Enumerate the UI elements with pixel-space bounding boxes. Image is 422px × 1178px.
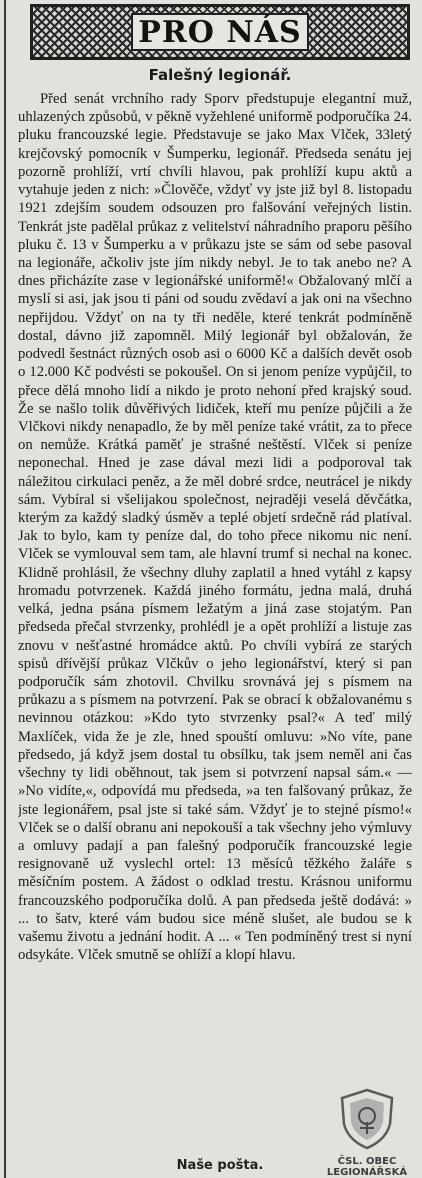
column-header-plate	[131, 13, 309, 51]
stamp-line-2: LEGIONÁŘSKÁ	[326, 1167, 408, 1178]
next-article-title: Naše pošta.	[176, 1158, 264, 1173]
column-header-title: PRO NÁS	[138, 14, 302, 50]
article-body	[18, 90, 412, 1152]
article-paragraph: Před senát vrchního rady Sporv předstupuje elegantní muž, uhlazených způsobů, v pěkně vyžehlené uniformě podporučíka 24. pluku francouzské legie. Představuje se jako Max Vlček, 33letý krejčovský pomocník v Šumperku, legionář. Předseda senátu jej pozorně prohlíží, vrtí chvíli hlavou, pak prohlíží kupu aktů a vytahuje jeden z nich: »Člověče, vždyť vy jste již byl 8. listopadu 1921 zdejším soudem odsouzen pro falšování veřejných listin. Tenkrát jste padělal průkaz z velitelství náhradního praporu pěšího pluku č. 13 v Šumperku a v průkazu jste se sám od sebe pasoval na legionáře, ačkoliv jste jím nikdy nebyl. Je to tak anebo ne? A dnes přicházíte zase v legionářské uniformě!« Obžalovaný mlčí a myslí si asi, jak jsou ti páni od soudu zvědaví a jak oni na všechno nepřijdou. Vždyť on na ty tři neděle, které tenkrát podmíněně dostal, dávno již zapomněl. Milý legionář byl obžalován, že podvedl šestnáct různých osob asi o 6000 Kč a dalších devět osob o 12.000 Kč podvésti se pokoušel. On si jenom peníze vypůjčil, to přece dělá mnoho lidí a nikdo je proto nehoní před krajský soud. Že se našlo tolik důvěřivých lidiček, kteří mu peníze půjčili a že Vlčkovi nikdy nenapadlo, že by měl peníze také vrátit, za to přece on nemůže. Krátká paměť je strašné neštěstí. Vlček si peníze neponechal. Hned je zase dával mezi lidi a podporoval tak náležitou cirkulaci peněz, a že měl dobré srdce, neutrácel je nikdy sám. Vybíral si všelijakou společnost, nejraději veselá děvčátka, kterým za každý sladký úsměv a teplé objetí srdečně rád platíval. Jak to bylo, kam ty peníze dal, do toho přece nikomu nic není. Vlček se vymlouval sem tam, ale hlavní trumf si nechal na konec. Klidně prohlásil, že všechny dluhy zaplatil a hned vytáhl z kapsy hromadu potvrzenek. Každá jiného formátu, jedna malá, druhá velká, jedna psána písmem ležatým a jiná zase stojatým. Pan předseda přečal stvrzenky, prohlédl je a opět prohlíží a listuje zas znovu v nešťastné hromádce aktů. Po chvíli vybírá ze starých spisů dřívější průkaz Vlčkův o jeho legionářství, který si pan podporučík sám zhotovil. Chvilku srovnává jej s písmem na průkazu a s písmem na potvrzení. Pak se obrací k obžalovanému s nevinnou otázkou: »Kdo tyto stvrzenky psal?« A teď milý Maxlíček, vida že je zle, hned spouští omluvu: »No víte, pane předsedo, já když jsem dostal tu obsílku, tak jsem neměl ani čas všechny ty lidi oběhnout, tak jsem si potvrzení napsal sám.« — »No vidíte,«, odpovídá mu předseda, »a ten falšovaný průkaz, že jste legionářem, psal jste si také sám. Vždyť je to stejné písmo!« Vlček se o další obranu ani nepokouší a tak všechny jeho výmluvy a omluvy padají a pan falešný podporučík francouzské legie resignovaně už vyslechl ortel: 13 měsíců těžkého žaláře s měsíčním postem. A žádost o odklad trestu. Krásnou uniformu francouzského podporučíka dolů. A pan předseda ještě dodává: » ... to šatv, které vám budou sice méně slušet, ale budou se k vašemu životu a jednání hodit. A ... « Ten podmíněný trest si nyní odsykáte. Vlček smutně se ohlíží a klopí hlavu.	[18, 91, 412, 964]
page-border-rule	[4, 0, 6, 1178]
stamp-line-1: ČSL. OBEC	[337, 1156, 397, 1167]
column-header-banner	[30, 4, 410, 60]
article-title: Falešný legionář.	[148, 66, 292, 84]
lion-emblem-icon	[338, 1088, 396, 1150]
